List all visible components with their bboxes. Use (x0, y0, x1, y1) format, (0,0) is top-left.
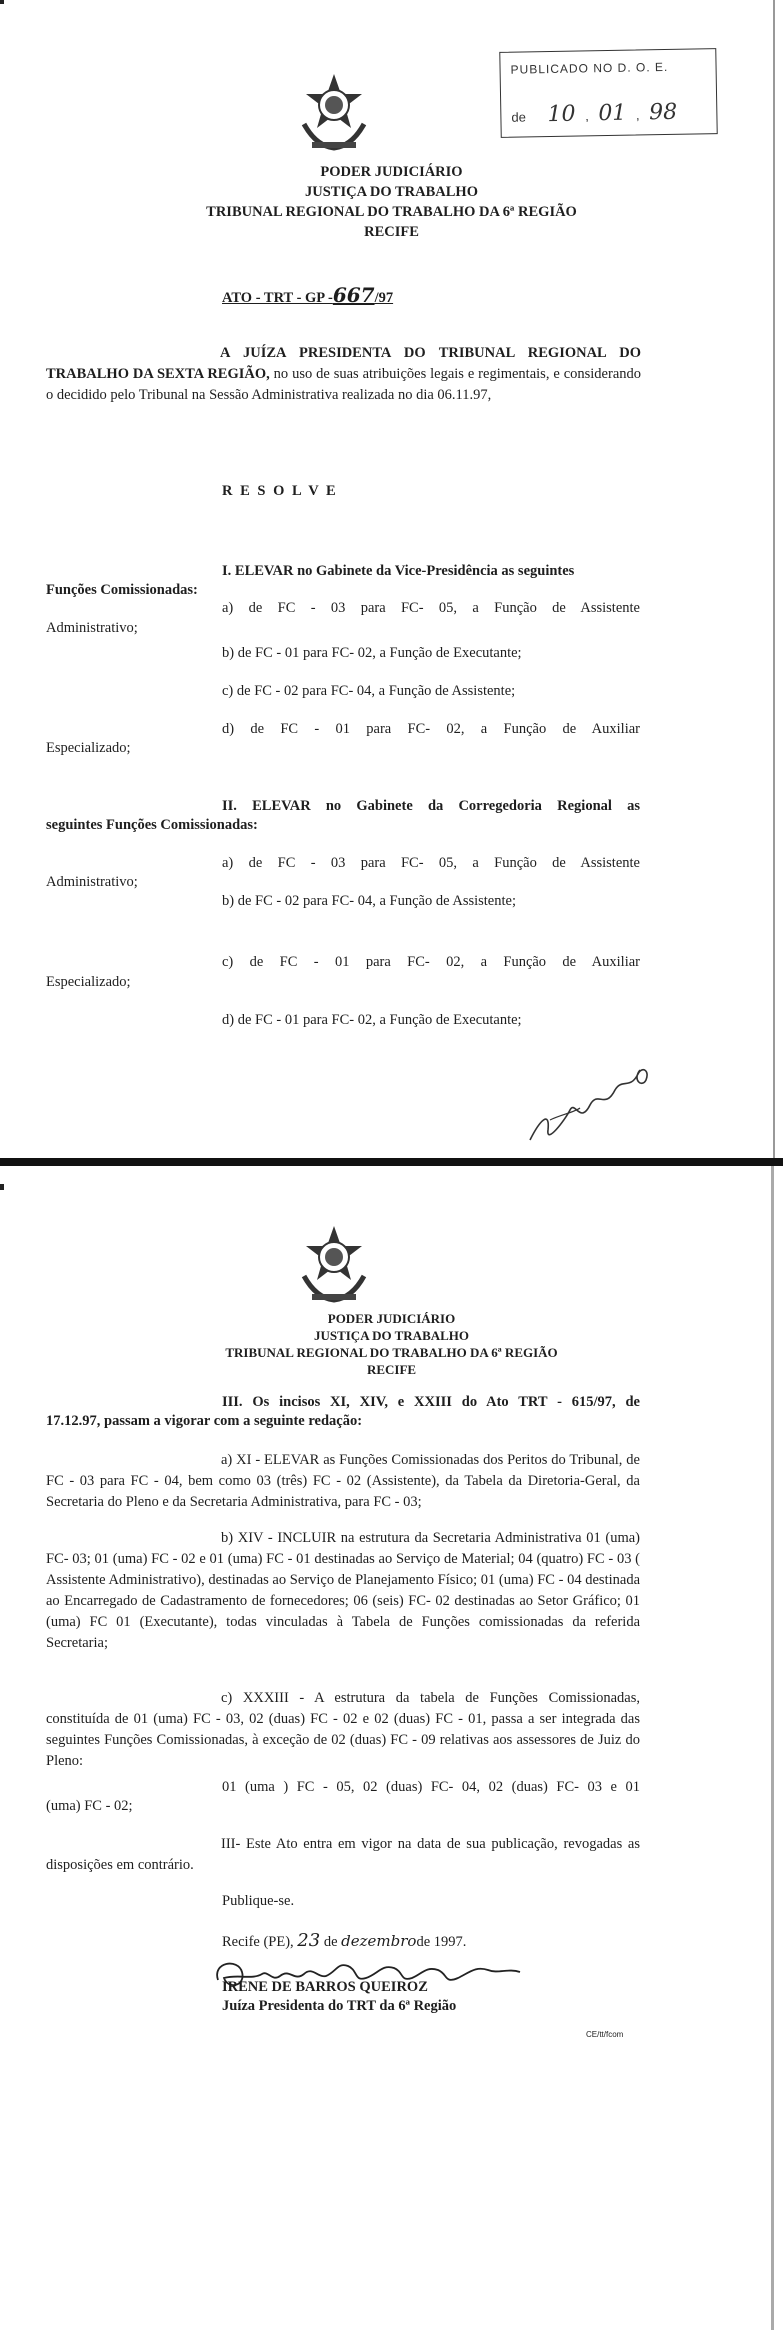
act-number (222, 285, 393, 309)
scan-mark (0, 1184, 4, 1190)
section-1-heading: I. ELEVAR no Gabinete da Vice-Presidência as seguintes (222, 563, 575, 579)
section-1-item-a: a) de FC - 03 para FC- 05, a Função de Assistente (222, 600, 640, 616)
section-3-list-cont: (uma) FC - 02; (46, 1798, 133, 1814)
publique-se: Publique-se. (222, 1893, 295, 1909)
section-1-item-c: c) de FC - 02 para FC- 04, a Função de Assistente; (222, 683, 516, 699)
section-1-item-d-cont: Especializado; (46, 740, 131, 756)
section-2-heading-cont: seguintes Funções Comissionadas: (46, 817, 258, 833)
brasao-emblem (296, 72, 372, 154)
stamp-label: PUBLICADO NO D. O. E. (510, 59, 669, 77)
header-line-1: PODER JUDICIÁRIO (320, 164, 463, 180)
section-2-item-c-cont: Especializado; (46, 974, 131, 990)
act-suffix: /97 (374, 290, 394, 306)
institution-header (0, 1310, 783, 1378)
stamp-day: 10 (547, 101, 576, 128)
section-2-item-a: a) de FC - 03 para FC- 05, a Função de Assistente (222, 855, 640, 871)
section-3-item-a: a) XI - ELEVAR as Funções Comissionadas dos Peritos do Tribunal, de FC - 03 para FC - 04, bem como 03 (três) FC - 02 (Assistente), da Tabela da Diretoria-Geral, da Secretaria do Pleno e da Secretaria Administrativa, para FC - 03; (46, 1452, 640, 1510)
stamp-prefix: de (511, 109, 527, 125)
header-line-1: PODER JUDICIÁRIO (327, 1311, 456, 1326)
date-year: de 1997. (416, 1934, 467, 1950)
header-line-4: RECIFE (366, 1362, 417, 1377)
section-3-heading: III. Os incisos XI, XIV, e XXIII do Ato TRT - 615/97, de (222, 1394, 640, 1410)
section-1-item-b: b) de FC - 01 para FC- 02, a Função de Executante; (222, 645, 522, 661)
preamble (46, 343, 641, 406)
document-page-1 (0, 0, 783, 1158)
section-1-item-d: d) de FC - 01 para FC- 02, a Função de Auxiliar (222, 721, 640, 737)
preamble-bold: A JUÍZA PRESIDENTA DO TRIBUNAL REGIONAL DO TRABALHO DA SEXTA REGIÃO, (46, 345, 641, 382)
header-line-4: RECIFE (364, 224, 419, 240)
act-prefix: ATO - TRT - GP - (222, 290, 333, 306)
stamp-month: 01 (598, 100, 627, 127)
section-1-heading-cont: Funções Comissionadas: (46, 582, 198, 598)
section-1-item-a-cont: Administrativo; (46, 620, 138, 636)
brasao-emblem (296, 1224, 372, 1306)
act-number-handwritten: 667 (332, 283, 375, 307)
signer-block (222, 1978, 456, 2016)
page-separator (0, 1158, 783, 1166)
date-month-handwritten: dezembro (341, 1932, 417, 1950)
resolve-heading: R E S O L V E (222, 483, 336, 499)
section-2-item-a-cont: Administrativo; (46, 874, 138, 890)
header-line-2: JUSTIÇA DO TRABALHO (305, 184, 478, 200)
date-day-handwritten: 23 (297, 1930, 321, 1951)
section-2-item-b: b) de FC - 02 para FC- 04, a Função de Assistente; (222, 893, 516, 909)
document-code: CE/tt/fcom (586, 2030, 624, 2039)
section-2-item-d: d) de FC - 01 para FC- 02, a Função de Executante; (222, 1012, 522, 1028)
date-de: de (323, 1934, 338, 1950)
initials-signature (520, 1050, 660, 1150)
header-line-3: TRIBUNAL REGIONAL DO TRABALHO DA 6ª REGIÃO (225, 1345, 558, 1360)
stamp-date: de 10 , 01 , 98 (511, 99, 678, 128)
date-line (222, 1930, 466, 1953)
scan-mark (0, 0, 4, 4)
section-3-heading-cont: 17.12.97, passam a vigorar com a seguinte redação: (46, 1413, 363, 1429)
document-page-2 (0, 1166, 783, 2330)
section-2-heading: II. ELEVAR no Gabinete da Corregedoria Regional as (222, 798, 640, 814)
header-line-3: TRIBUNAL REGIONAL DO TRABALHO DA 6ª REGIÃO (206, 204, 577, 220)
preamble-text: no uso de suas atribuições legais e regimentais, e considerando o decidido pelo Tribunal na Sessão Administrativa realizada no dia 06.11.97, (46, 366, 641, 403)
signer-role: Juíza Presidenta do TRT da 6ª Região (222, 1998, 457, 2014)
section-2-item-c: c) de FC - 01 para FC- 02, a Função de Auxiliar (222, 954, 640, 970)
signer-name: IRENE DE BARROS QUEIROZ (222, 1979, 428, 1995)
section-3-item-b: b) XIV - INCLUIR na estrutura da Secretaria Administrativa 01 (uma) FC- 03; 01 (uma) FC - 02 e 01 (uma) FC - 01 destinadas ao Serviço de Material; 04 (quatro) FC - 03 ( Assistente Administrativo), destinadas ao Serviço de Planejamento Físico; 01 (uma) FC - 04 destinada ao Encarregado de Cadastramento de fornecedores; 06 (seis) FC- 02 destinadas ao Setor Gráfico; 01 (uma) FC 01 (Executante), todas vinculadas à Tabela de Funções comissionadas da referida Secretaria; (46, 1530, 640, 1651)
section-3-list: 01 (uma ) FC - 05, 02 (duas) FC- 04, 02 (duas) FC- 03 e 01 (222, 1779, 640, 1795)
stamp-year: 98 (648, 99, 678, 126)
institution-header (0, 162, 783, 242)
section-3-item-c: c) XXXIII - A estrutura da tabela de Funções Comissionadas, constituída de 01 (uma) FC - 03, 02 (duas) FC - 02 e 02 (duas) FC - 01, passa a ser integrada das seguintes Funções Comissionadas, à exceção de 02 (duas) FC - 09 relativas aos assessores de Juiz do Pleno: (46, 1690, 640, 1769)
publication-stamp (499, 48, 717, 138)
final-clause: III- Este Ato entra em vigor na data de sua publicação, revogadas as disposições em contrário. (46, 1836, 640, 1873)
date-place: Recife (PE), (222, 1934, 294, 1950)
header-line-2: JUSTIÇA DO TRABALHO (313, 1328, 470, 1343)
